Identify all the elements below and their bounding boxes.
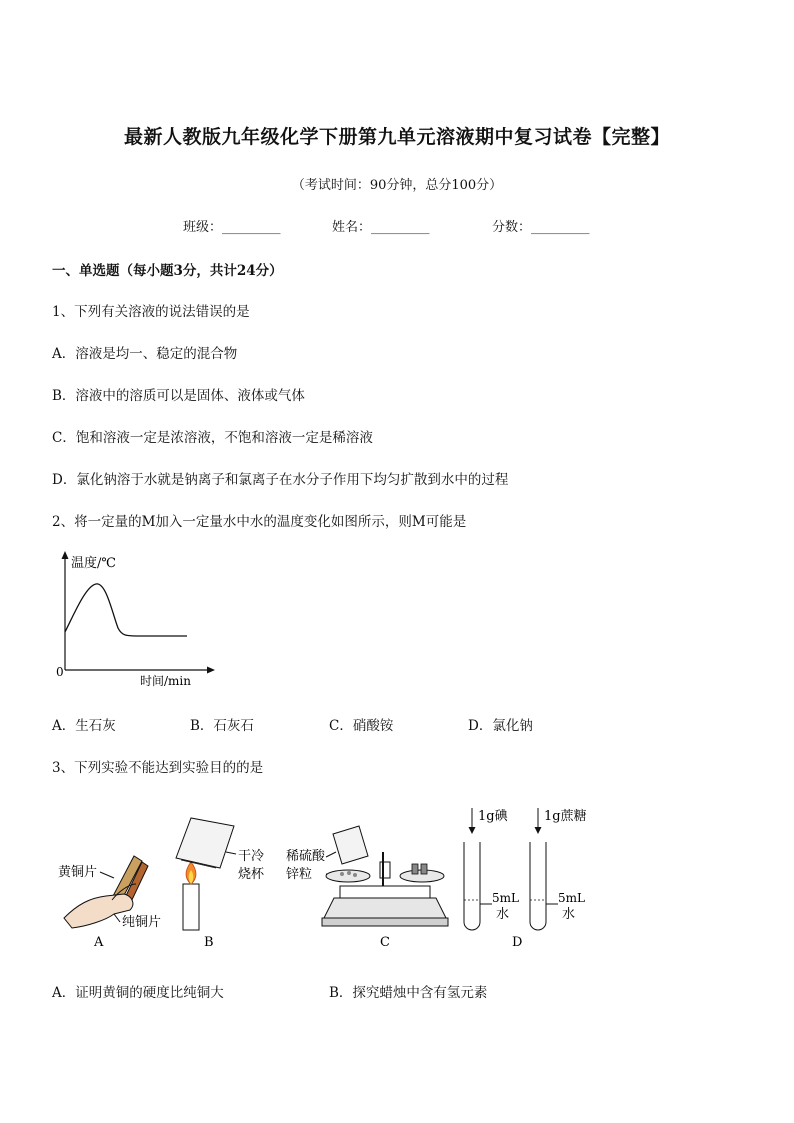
y-axis-arrow <box>62 551 69 559</box>
question-2-option-a[interactable]: A．生石灰 <box>52 718 116 734</box>
zinc-granule <box>353 873 357 877</box>
iodine-arrowhead <box>469 827 476 834</box>
sucrose-label: 1g蔗糖 <box>544 809 587 824</box>
beaker-label-2: 烧杯 <box>238 867 265 882</box>
question-3-stem: 3、下列实验不能达到实验目的的是 <box>52 760 264 776</box>
iodine-label: 1g碘 <box>478 809 508 824</box>
question-1-option-a[interactable]: A．溶液是均一、稳定的混合物 <box>52 346 238 362</box>
question-1-stem: 1、下列有关溶液的说法错误的是 <box>52 304 250 320</box>
test-tube-2 <box>530 842 546 930</box>
zinc-granule <box>347 871 351 875</box>
page-title: 最新人教版九年级化学下册第九单元溶液期中复习试卷【完整】 <box>123 126 670 148</box>
question-2-option-d[interactable]: D．氯化钠 <box>468 718 533 734</box>
question-1-option-c[interactable]: C．饱和溶液一定是浓溶液，不饱和溶液一定是稀溶液 <box>52 430 373 446</box>
small-beaker <box>380 862 390 878</box>
experiment-b <box>176 818 265 950</box>
question-3-option-b[interactable]: B．探究蜡烛中含有氢元素 <box>329 985 488 1001</box>
volume-label-1: 5mL <box>492 891 519 905</box>
acid-leader <box>326 852 336 857</box>
balance-base <box>324 898 446 918</box>
volume-label-2: 5mL <box>558 891 585 905</box>
acid-beaker <box>333 826 368 864</box>
exam-info: （考试时间：90分钟，总分100分） <box>291 178 503 193</box>
question-2-stem: 2、将一定量的M加入一定量水中水的温度变化如图所示，则M可能是 <box>52 514 467 530</box>
label-a: A <box>94 935 104 950</box>
sucrose-arrowhead <box>535 827 542 834</box>
temperature-graph <box>50 548 220 693</box>
brass-label: 黄铜片 <box>58 865 98 880</box>
question-1-option-b[interactable]: B．溶液中的溶质可以是固体、液体或气体 <box>52 388 305 404</box>
temperature-curve <box>65 584 187 636</box>
test-tube-1 <box>464 842 480 930</box>
x-axis-arrow <box>207 667 215 674</box>
acid-label: 稀硫酸 <box>286 849 326 864</box>
label-c: C <box>380 935 390 950</box>
weight <box>412 864 418 874</box>
balance-scale-bar <box>340 886 430 898</box>
brass-leader <box>100 872 114 878</box>
label-d: D <box>512 935 523 950</box>
question-3-option-a[interactable]: A．证明黄铜的硬度比纯铜大 <box>52 985 224 1001</box>
copper-label: 纯铜片 <box>122 915 162 930</box>
question-1-option-d[interactable]: D．氯化钠溶于水就是钠离子和氯离子在水分子作用下均匀扩散到水中的过程 <box>52 472 509 488</box>
weight <box>421 864 427 874</box>
zinc-granule <box>340 872 344 876</box>
water-label-1: 水 <box>496 907 510 922</box>
question-2-option-b[interactable]: B．石灰石 <box>190 718 254 734</box>
label-b: B <box>204 935 214 950</box>
balance-foot <box>322 918 448 926</box>
beaker-leader <box>226 852 236 854</box>
candle <box>183 884 199 930</box>
question-2-option-c[interactable]: C．硝酸铵 <box>329 718 394 734</box>
experiment-figure <box>50 800 610 955</box>
water-label-2: 水 <box>562 907 576 922</box>
experiment-d <box>464 808 587 950</box>
experiment-a <box>58 856 161 950</box>
experiment-c <box>286 826 448 950</box>
class-field[interactable]: 班级：_________ <box>183 220 281 235</box>
graph-x-label: 时间/min <box>140 674 191 688</box>
score-field[interactable]: 分数：_________ <box>492 220 590 235</box>
graph-origin: 0 <box>56 665 64 679</box>
name-field[interactable]: 姓名：_________ <box>332 220 430 235</box>
zinc-label: 锌粒 <box>286 867 313 882</box>
section-heading: 一、单选题（每小题3分，共计24分） <box>52 263 283 279</box>
graph-y-label: 温度/℃ <box>71 556 116 571</box>
beaker-label-1: 干冷 <box>238 849 265 864</box>
copper-leader <box>114 914 120 922</box>
